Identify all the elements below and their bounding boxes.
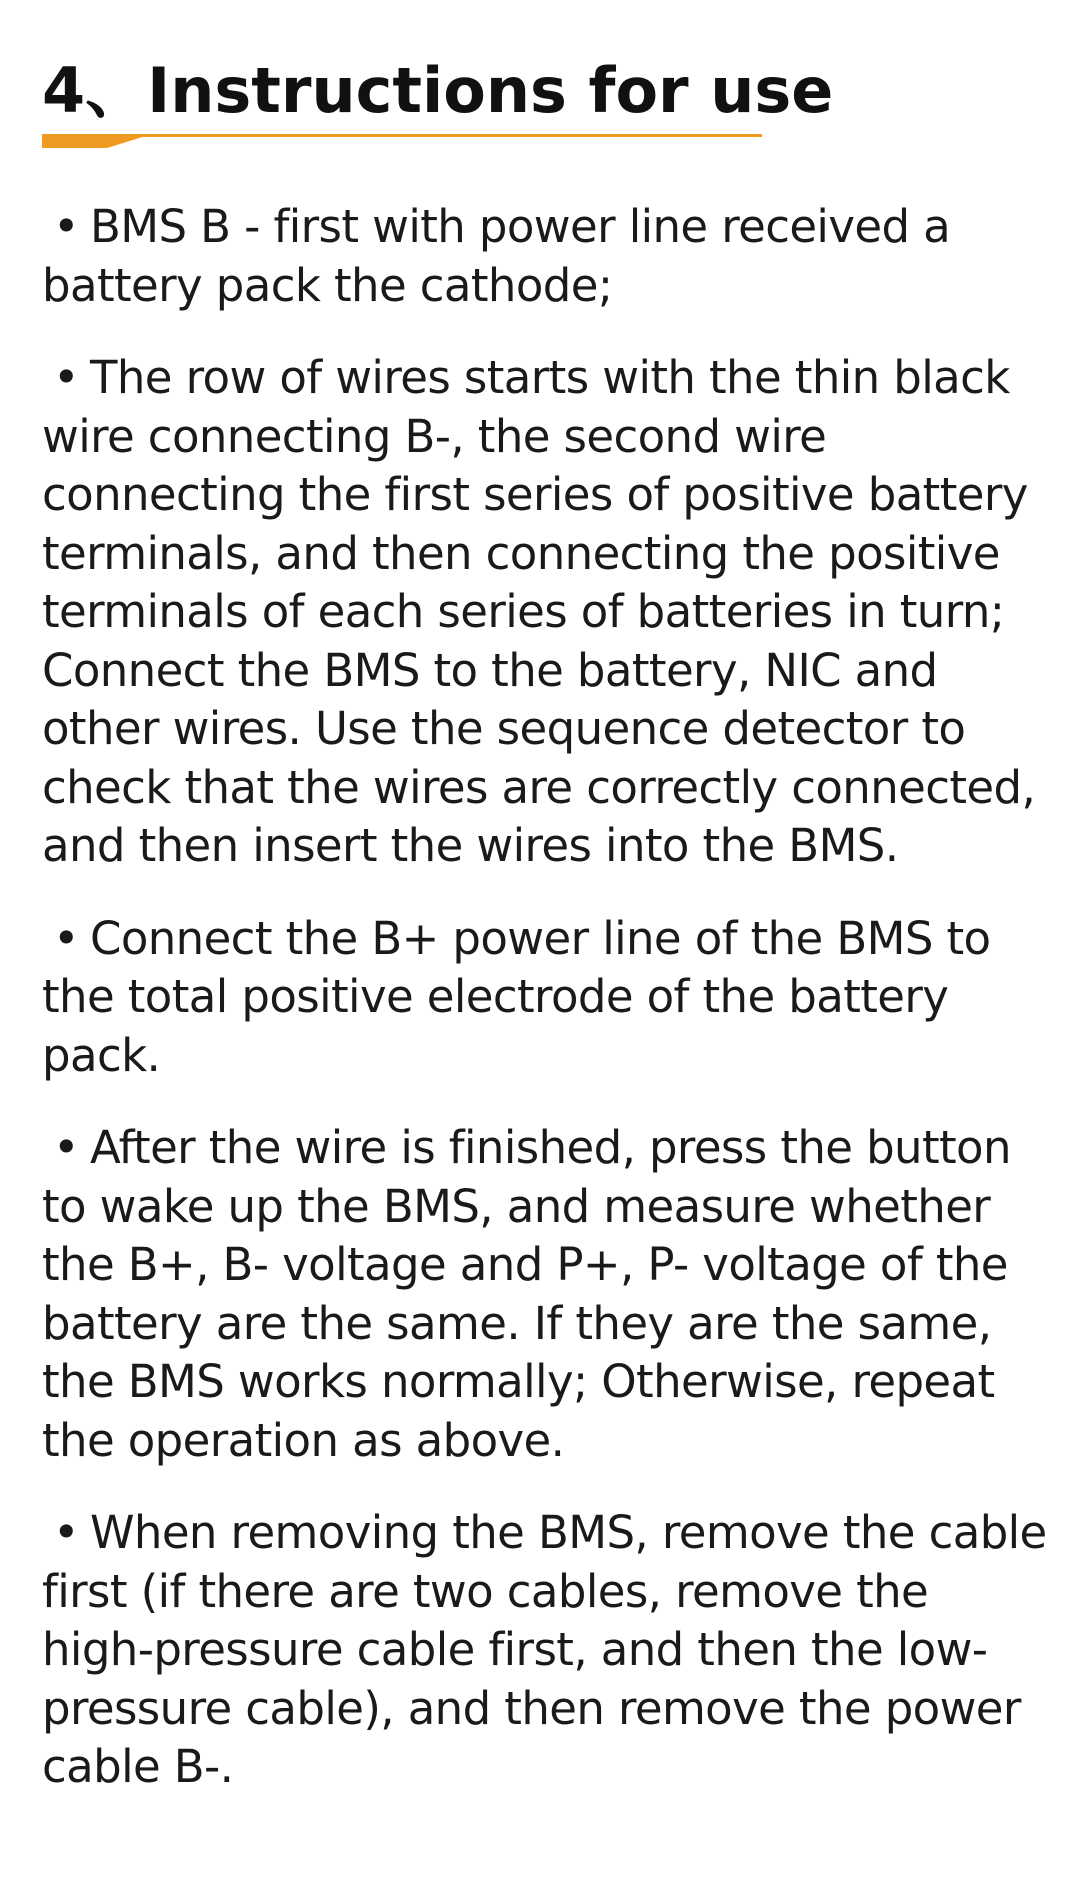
page-title: 4、Instructions for use [42,54,834,127]
instructions-list [42,198,1052,1797]
underline-decoration [42,134,762,154]
instruction-text: Connect the B+ power line of the BMS to the total positive electrode of the battery pack. [42,911,991,1082]
instruction-item-1 [42,198,1052,315]
bullet-icon: • [53,911,79,965]
instruction-text: BMS B - first with power line received a battery pack the cathode; [42,200,951,312]
instruction-item-2 [42,349,1052,876]
title-underline [42,134,762,154]
bullet-icon: • [53,1121,79,1174]
bullet-icon: • [53,200,79,253]
underline-thick-tab [42,134,152,148]
section-heading [42,52,834,154]
instruction-text: The row of wires starts with the thin black wire connecting B-, the second wire connecting the first series of positive battery terminals, and then connecting the positive terminals of each series of batteries in turn; Connect the BMS to the battery, NIC and other wires. Use the sequence detector to check that the wires are correctly connected, and then insert the wires into the BMS. [42,351,1036,872]
instruction-text: After the wire is finished, press the button to wake up the BMS, and measure whether the B+, B- voltage and P+, P- voltage of the battery are the same. If they are the same, the BMS works normally; Otherwise, repeat the operation as above. [42,1121,1011,1467]
instruction-item-4 [42,1119,1052,1470]
instruction-text: When removing the BMS, remove the cable first (if there are two cables, remove the high-pressure cable first, and then the low-pressure cable), and then remove the power cable B-. [42,1506,1047,1793]
bullet-icon: • [53,1506,79,1559]
bullet-icon: • [53,351,79,404]
instruction-item-5 [42,1504,1052,1797]
instruction-item-3 [42,910,1052,1086]
